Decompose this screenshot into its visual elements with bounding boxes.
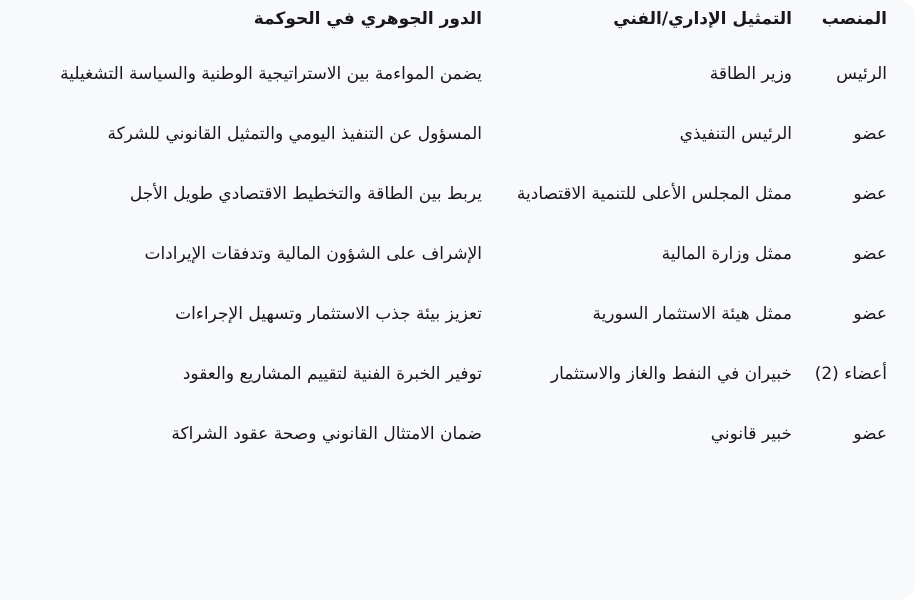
table-row [20,45,895,105]
table-row [20,165,895,225]
table-row [20,105,895,165]
cell-position: عضو [853,124,887,144]
cell-role: تعزيز بيئة جذب الاستثمار وتسهيل الإجراءات [175,304,482,324]
cell-role: الإشراف على الشؤون المالية وتدفقات الإيرادات [144,244,482,264]
cell-position: أعضاء (2) [814,364,887,384]
cell-role: يربط بين الطاقة والتخطيط الاقتصادي طويل الأجل [129,184,482,204]
column-header-role: الدور الجوهري في الحوكمة [253,9,482,29]
cell-representation: خبيران في النفط والغاز والاستثمار [550,364,792,384]
table-row [20,405,895,465]
cell-representation: ممثل وزارة المالية [661,244,792,264]
cell-representation: خبير قانوني [710,424,792,444]
governance-table [20,0,895,465]
cell-representation: الرئيس التنفيذي [679,124,792,144]
cell-position: الرئيس [836,64,887,84]
table-row [20,225,895,285]
cell-representation: وزير الطاقة [709,64,792,84]
cell-role: توفير الخبرة الفنية لتقييم المشاريع والعقود [182,364,482,384]
cell-representation: ممثل هيئة الاستثمار السورية [592,304,792,324]
cell-role: ضمان الامتثال القانوني وصحة عقود الشراكة [171,424,482,444]
cell-role: المسؤول عن التنفيذ اليومي والتمثيل القانوني للشركة [107,124,482,144]
table-row [20,345,895,405]
cell-position: عضو [853,184,887,204]
table-header-row [20,0,895,45]
cell-representation: ممثل المجلس الأعلى للتنمية الاقتصادية [516,184,792,204]
cell-position: عضو [853,304,887,324]
cell-position: عضو [853,244,887,264]
column-header-representation: التمثيل الإداري/الفني [613,9,792,29]
cell-position: عضو [853,424,887,444]
table-row [20,285,895,345]
cell-role: يضمن المواءمة بين الاستراتيجية الوطنية والسياسة التشغيلية [60,64,482,84]
column-header-position: المنصب [821,9,887,29]
